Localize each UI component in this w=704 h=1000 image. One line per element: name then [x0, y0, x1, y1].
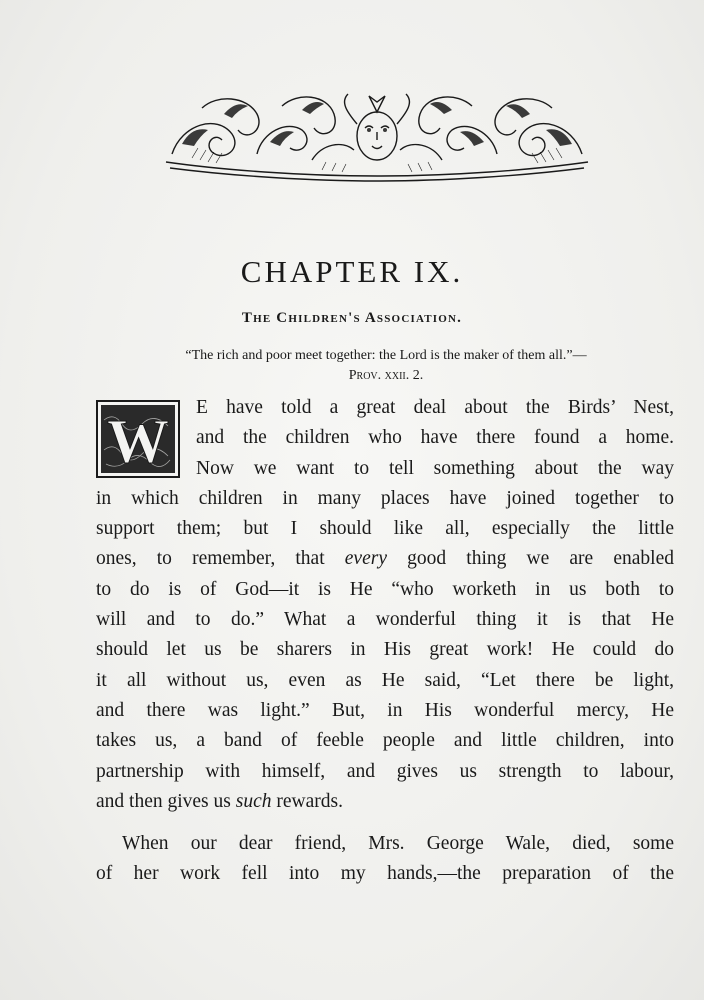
chapter-title: CHAPTER IX.: [240, 254, 464, 289]
epigraph-quote: “The rich and poor meet together: the Lord is the maker of them all.”—: [185, 348, 587, 363]
chapter-subtitle: The Children's Association.: [241, 310, 463, 326]
text-line-16: of her work fell into my hands,—the preparation of the: [96, 863, 674, 885]
text-line-3: Now we want to tell something about the way: [196, 457, 674, 479]
epigraph-reference: Prov. xxii. 2.: [348, 368, 424, 383]
ornamental-headpiece-icon: [162, 84, 592, 184]
text-line-4: in which children in many places have joined together to: [96, 487, 674, 509]
text-line-1: E have told a great deal about the Birds’ Nest,: [196, 397, 674, 418]
drop-cap-letter: W: [107, 408, 169, 476]
body-text: [96, 393, 674, 890]
text-line-10: it all without us, even as He said, “Let there be light,: [96, 669, 674, 691]
text-line-12: takes us, a band of feeble people and little children, into: [96, 730, 674, 752]
text-line-8: will and to do.” What a wonderful thing it is that He: [96, 609, 674, 631]
paragraph-break: [96, 817, 674, 829]
text-line-13: partnership with himself, and gives us strength to labour,: [96, 760, 674, 782]
text-line-5: support them; but I should like all, especially the little: [96, 518, 674, 540]
text-line-11: and there was light.” But, in His wonderful mercy, He: [96, 699, 674, 721]
epigraph: [98, 346, 674, 386]
text-line-15: When our dear friend, Mrs. George Wale, died, some: [122, 833, 674, 855]
italic-emphasis: such: [235, 790, 272, 812]
text-line-7: to do is of God—it is He “who worketh in us both to: [96, 578, 674, 600]
text-line-2: and the children who have there found a home.: [196, 427, 674, 449]
text-line-6: ones, to remember, that every good thing we are enabled: [96, 548, 674, 570]
italic-emphasis: every: [344, 548, 387, 570]
text-line-9: should let us be sharers in His great work! He could do: [96, 639, 674, 661]
text-line-14: and then gives us such rewards.: [96, 790, 343, 812]
